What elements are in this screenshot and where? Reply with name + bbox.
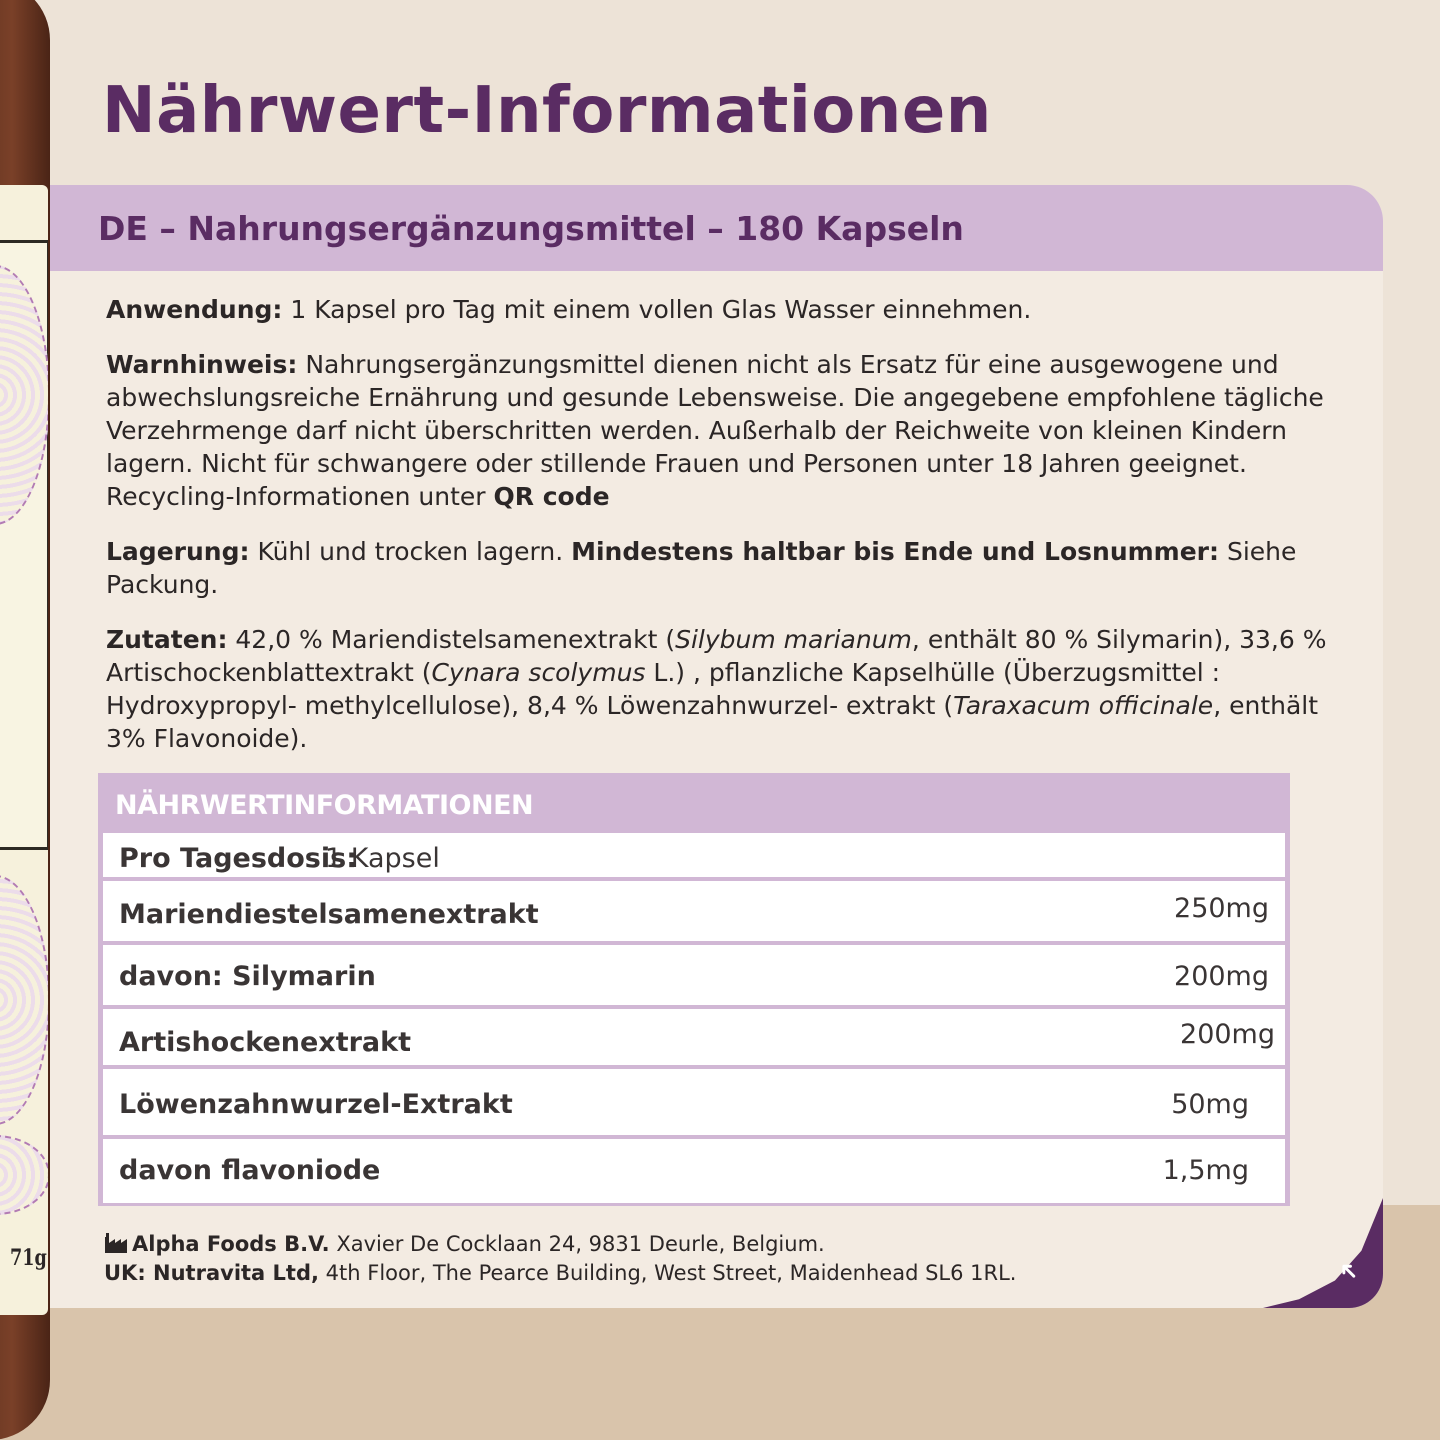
manufacturer-info <box>104 1230 1016 1288</box>
species-name: Silybum marianum <box>675 625 912 654</box>
ingredients-text: 42,0 % Mariendistelsamenextrakt ( <box>235 625 676 654</box>
bottle-label <box>0 185 48 1315</box>
card-content <box>106 293 1336 777</box>
nutrition-table <box>98 773 1290 1206</box>
table-row <box>103 1009 1285 1065</box>
uk-company-name: UK: Nutravita Ltd, <box>104 1261 319 1285</box>
dose-label: Pro Tagesdosis: <box>119 843 357 874</box>
dose-value: 1 Kapsel <box>325 843 440 874</box>
page-curl-corner <box>1263 1198 1383 1308</box>
nutrient-amount: 200mg <box>1174 961 1269 992</box>
best-before-text: Siehe Packung. <box>106 537 1297 599</box>
company-name: Alpha Foods B.V. <box>132 1232 330 1256</box>
nutrient-amount: 1,5mg <box>1162 1155 1249 1186</box>
nutrition-table-title: NÄHRWERTINFORMATIONEN <box>115 790 534 821</box>
ingredients-text: , enthält 3% Flavonoide). <box>106 691 1319 753</box>
species-name: Cynara scolymus <box>431 658 646 687</box>
uk-company-address: 4th Floor, The Pearce Building, West Street, Maidenhead SL6 1RL. <box>325 1261 1017 1285</box>
nutrient-amount: 250mg <box>1174 893 1269 924</box>
table-row <box>103 1139 1285 1203</box>
table-row <box>103 1069 1285 1135</box>
bottle-weight: 71g <box>10 1245 47 1271</box>
table-row <box>103 945 1285 1005</box>
qr-code-reference: QR code <box>493 482 610 511</box>
nutrient-name: davon flavoniode <box>119 1155 381 1186</box>
nutrient-name: Mariendiestelsamenextrakt <box>119 899 539 930</box>
flower-illustration <box>0 875 48 1125</box>
info-card <box>50 185 1383 1308</box>
manufacturer-uk <box>104 1259 1016 1288</box>
nutrient-name: Löwenzahnwurzel-Extrakt <box>119 1089 513 1120</box>
table-row-dose <box>103 833 1285 877</box>
best-before-label: Mindestens haltbar bis Ende und Losnummer: <box>571 537 1219 566</box>
page-title: Nährwert-Informationen <box>102 74 992 148</box>
card-header: DE – Nahrungsergänzungsmittel – 180 Kapseln <box>50 185 1383 271</box>
ingredients-label: Zutaten: <box>106 625 228 654</box>
ingredients-text: , enthält 80 % Silymarin), 33,6 % Artischockenblattextrakt ( <box>106 625 1327 687</box>
ingredients-paragraph <box>106 623 1336 755</box>
storage-text: Kühl und trocken lagern. <box>257 537 564 566</box>
ingredients-text: L.) , pflanzliche Kapselhülle (Überzugsmittel : Hydroxypropyl- methylcellulose), 8,4 % Löwenzahnwurzel- extrakt ( <box>106 658 1221 720</box>
usage-text: 1 Kapsel pro Tag mit einem vollen Glas Wasser einnehmen. <box>290 295 1032 324</box>
nutrient-amount: 50mg <box>1171 1089 1249 1120</box>
species-name: Taraxacum officinale <box>953 691 1214 720</box>
storage-paragraph <box>106 535 1336 601</box>
factory-icon <box>104 1233 128 1253</box>
manufacturer-eu <box>104 1230 1016 1259</box>
storage-label: Lagerung: <box>106 537 250 566</box>
usage-label: Anwendung: <box>106 295 283 324</box>
table-row <box>103 881 1285 941</box>
warning-text: Nahrungsergänzungsmittel dienen nicht als Ersatz für eine ausgewogene und abwechslungsreiche Ernährung und gesunde Lebensweise. Die angegebene empfohlene tägliche Verzehrmenge darf nicht überschritten werden. Außerhalb der Reichweite von kleinen Kindern lagern. Nicht für schwangere oder stillende Frauen und Personen unter 18 Jahren geeignet. Recycling-Informationen unter <box>106 350 1324 511</box>
flower-illustration <box>0 1135 48 1215</box>
warning-label: Warnhinweis: <box>106 350 298 379</box>
company-address: Xavier De Cocklaan 24, 9831 Deurle, Belgium. <box>336 1232 825 1256</box>
warning-paragraph <box>106 348 1336 513</box>
nutrient-name: davon: Silymarin <box>119 961 376 992</box>
nutrient-name: Artishockenextrakt <box>119 1027 412 1058</box>
nutrient-amount: 200mg <box>1180 1019 1275 1050</box>
usage-paragraph <box>106 293 1336 326</box>
arrow-icon: ➜ <box>1331 1254 1366 1289</box>
